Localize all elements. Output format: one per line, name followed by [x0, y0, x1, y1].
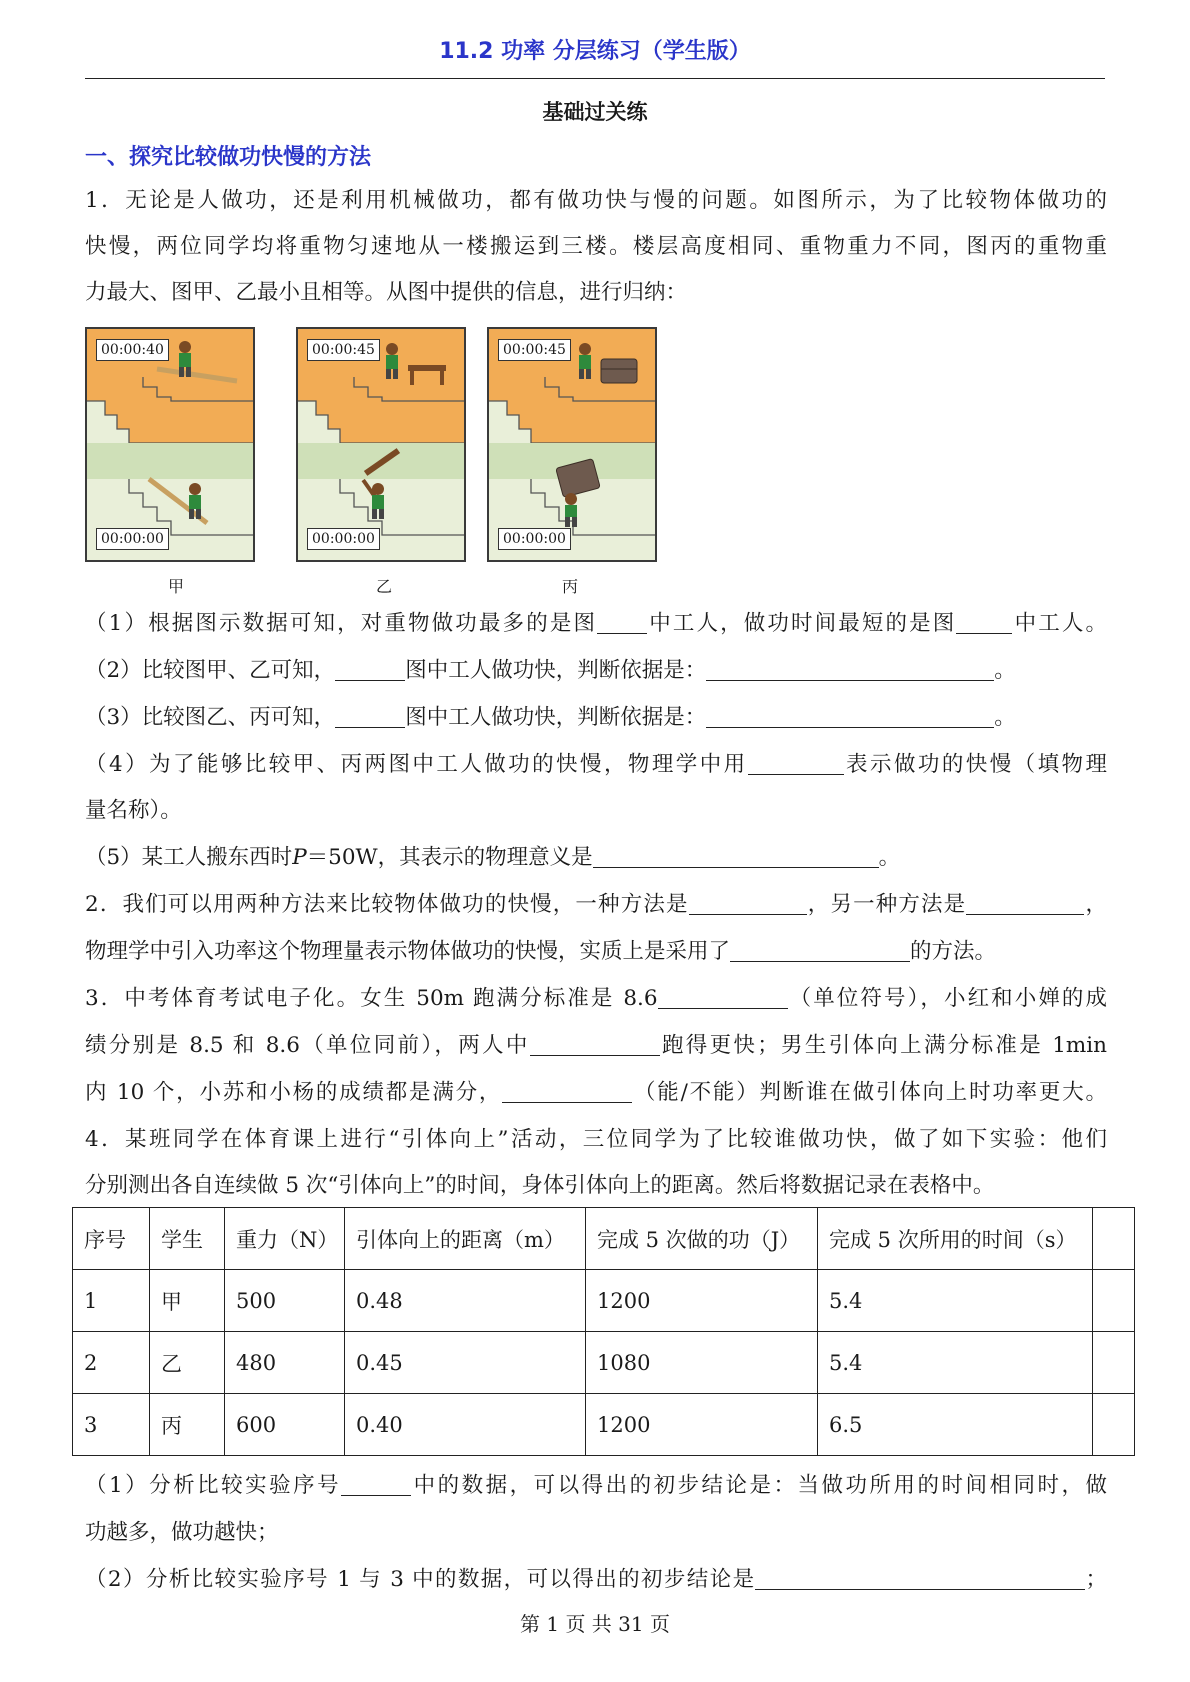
answer-blank[interactable]: [755, 1567, 1085, 1590]
table-cell: 6.5: [818, 1394, 1093, 1456]
q4-line-2: 分别测出各自连续做 5 次“引体向上”的时间，身体引体向上的距离。然后将数据记录在表格中。: [85, 1173, 995, 1198]
figure-yi: [296, 327, 466, 562]
answer-blank[interactable]: [956, 611, 1012, 634]
q2-line-1: 2．我们可以用两种方法来比较物体做功的快慢，一种方法是 ，另一种方法是 ，: [85, 892, 1107, 917]
q4-sub2: （2）分析比较实验序号 1 与 3 中的数据，可以得出的初步结论是 ；: [85, 1567, 1107, 1592]
subsection-title: 一、探究比较做功快慢的方法: [85, 145, 372, 170]
q1-sub4: （4）为了能够比较甲、丙两图中工人做功的快慢，物理学中用 表示做功的快慢（填物理: [85, 752, 1107, 777]
table-cell: 1200: [586, 1270, 818, 1332]
table-cell: 丙: [150, 1394, 225, 1456]
table-row: [73, 1270, 1135, 1332]
timer-top-bing: 00:00:45: [498, 339, 571, 361]
table-cell: [1093, 1270, 1135, 1332]
q1-line-3: 力最大、图甲、乙最小且相等。从图中提供的信息，进行归纳：: [85, 280, 688, 305]
table-header-cell: 完成 5 次做的功（J）: [586, 1208, 818, 1270]
q4-sub1: （1）分析比较实验序号 中的数据，可以得出的初步结论是：当做功所用的时间相同时，做: [85, 1473, 1107, 1498]
table-cell: 乙: [150, 1332, 225, 1394]
table-cell: 甲: [150, 1270, 225, 1332]
caption-bing: 丙: [562, 577, 579, 596]
q3-line-1: 3．中考体育考试电子化。女生 50m 跑满分标准是 8.6 （单位符号），小红和小婵的成: [85, 986, 1107, 1011]
table-cell: 1200: [586, 1394, 818, 1456]
answer-blank[interactable]: [593, 845, 879, 868]
table-header-cell: 完成 5 次所用的时间（s）: [818, 1208, 1093, 1270]
table-cell: 1080: [586, 1332, 818, 1394]
answer-blank[interactable]: [658, 986, 788, 1009]
answer-blank[interactable]: [530, 1033, 660, 1056]
timer-top-yi: 00:00:45: [307, 339, 380, 361]
q1-sub2: （2）比较图甲、乙可知， 图中工人做功快，判断依据是： 。: [85, 658, 1016, 683]
figure-jia: [85, 327, 255, 562]
table-header-row: [73, 1208, 1135, 1270]
table-row: [73, 1394, 1135, 1456]
q2-line-2: 物理学中引入功率这个物理量表示物体做功的快慢，实质上是采用了 的方法。: [85, 939, 997, 964]
table-header-cell: 序号: [73, 1208, 150, 1270]
header-divider: [85, 78, 1105, 79]
table-cell: 0.48: [345, 1270, 586, 1332]
table-header-cell: 引体向上的距离（m）: [345, 1208, 586, 1270]
q1-sub5: （5）某工人搬东西时P＝50W，其表示的物理意义是 。: [85, 845, 901, 870]
table-row: [73, 1332, 1135, 1394]
answer-blank[interactable]: [502, 1080, 632, 1103]
answer-blank[interactable]: [706, 705, 994, 728]
stairs-illustration-yi: [298, 329, 464, 560]
answer-blank[interactable]: [335, 658, 405, 681]
table-cell: [1093, 1394, 1135, 1456]
q1-line-1: 1．无论是人做功，还是利用机械做功，都有做功快与慢的问题。如图所示，为了比较物体做功的: [85, 188, 1107, 213]
q1-sub3: （3）比较图乙、丙可知， 图中工人做功快，判断依据是： 。: [85, 705, 1016, 730]
answer-blank[interactable]: [341, 1473, 411, 1496]
answer-blank[interactable]: [689, 892, 807, 915]
table-cell: 600: [225, 1394, 345, 1456]
experiment-table: [72, 1207, 1135, 1456]
timer-bottom-yi: 00:00:00: [307, 528, 380, 550]
q1-sub4-cont: 量名称）。: [85, 798, 182, 823]
stairs-illustration-jia: [87, 329, 253, 560]
section-heading: 基础过关练: [542, 100, 648, 124]
q4-line-1: 4．某班同学在体育课上进行“引体向上”活动，三位同学为了比较谁做功快，做了如下实验：他们: [85, 1127, 1107, 1152]
answer-blank[interactable]: [335, 705, 405, 728]
page-footer: 第 1 页 共 31 页: [520, 1612, 670, 1636]
timer-bottom-bing: 00:00:00: [498, 528, 571, 550]
q4-sub1-cont: 功越多，做功越快；: [85, 1520, 279, 1545]
table-header-cell: 重力（N）: [225, 1208, 345, 1270]
table-cell: 2: [73, 1332, 150, 1394]
table-header-cell: [1093, 1208, 1135, 1270]
table-cell: 500: [225, 1270, 345, 1332]
q3-line-3: 内 10 个，小苏和小杨的成绩都是满分， （能/不能）判断谁在做引体向上时功率更大。: [85, 1080, 1108, 1105]
figure-bing: [487, 327, 657, 562]
table-cell: 3: [73, 1394, 150, 1456]
q3-line-2: 绩分别是 8.5 和 8.6（单位同前），两人中 跑得更快；男生引体向上满分标准是 1min: [85, 1033, 1107, 1058]
timer-top-jia: 00:00:40: [96, 339, 169, 361]
answer-blank[interactable]: [966, 892, 1084, 915]
table-header-cell: 学生: [150, 1208, 225, 1270]
answer-blank[interactable]: [597, 611, 647, 634]
table-cell: 1: [73, 1270, 150, 1332]
document-title: 11.2 功率 分层练习（学生版）: [439, 39, 751, 64]
answer-blank[interactable]: [748, 752, 844, 775]
answer-blank[interactable]: [730, 939, 910, 962]
q1-line-2: 快慢，两位同学均将重物匀速地从一楼搬运到三楼。楼层高度相同、重物重力不同，图丙的重物重: [85, 234, 1107, 259]
table-cell: 480: [225, 1332, 345, 1394]
table-cell: 5.4: [818, 1270, 1093, 1332]
table-cell: 0.40: [345, 1394, 586, 1456]
answer-blank[interactable]: [706, 658, 994, 681]
table-cell: 0.45: [345, 1332, 586, 1394]
table-cell: [1093, 1332, 1135, 1394]
timer-bottom-jia: 00:00:00: [96, 528, 169, 550]
caption-yi: 乙: [376, 577, 393, 596]
table-cell: 5.4: [818, 1332, 1093, 1394]
q1-sub1: （1）根据图示数据可知，对重物做功最多的是图 中工人，做功时间最短的是图 中工人。: [85, 611, 1107, 636]
caption-jia: 甲: [168, 577, 185, 596]
stairs-illustration-bing: [489, 329, 655, 560]
